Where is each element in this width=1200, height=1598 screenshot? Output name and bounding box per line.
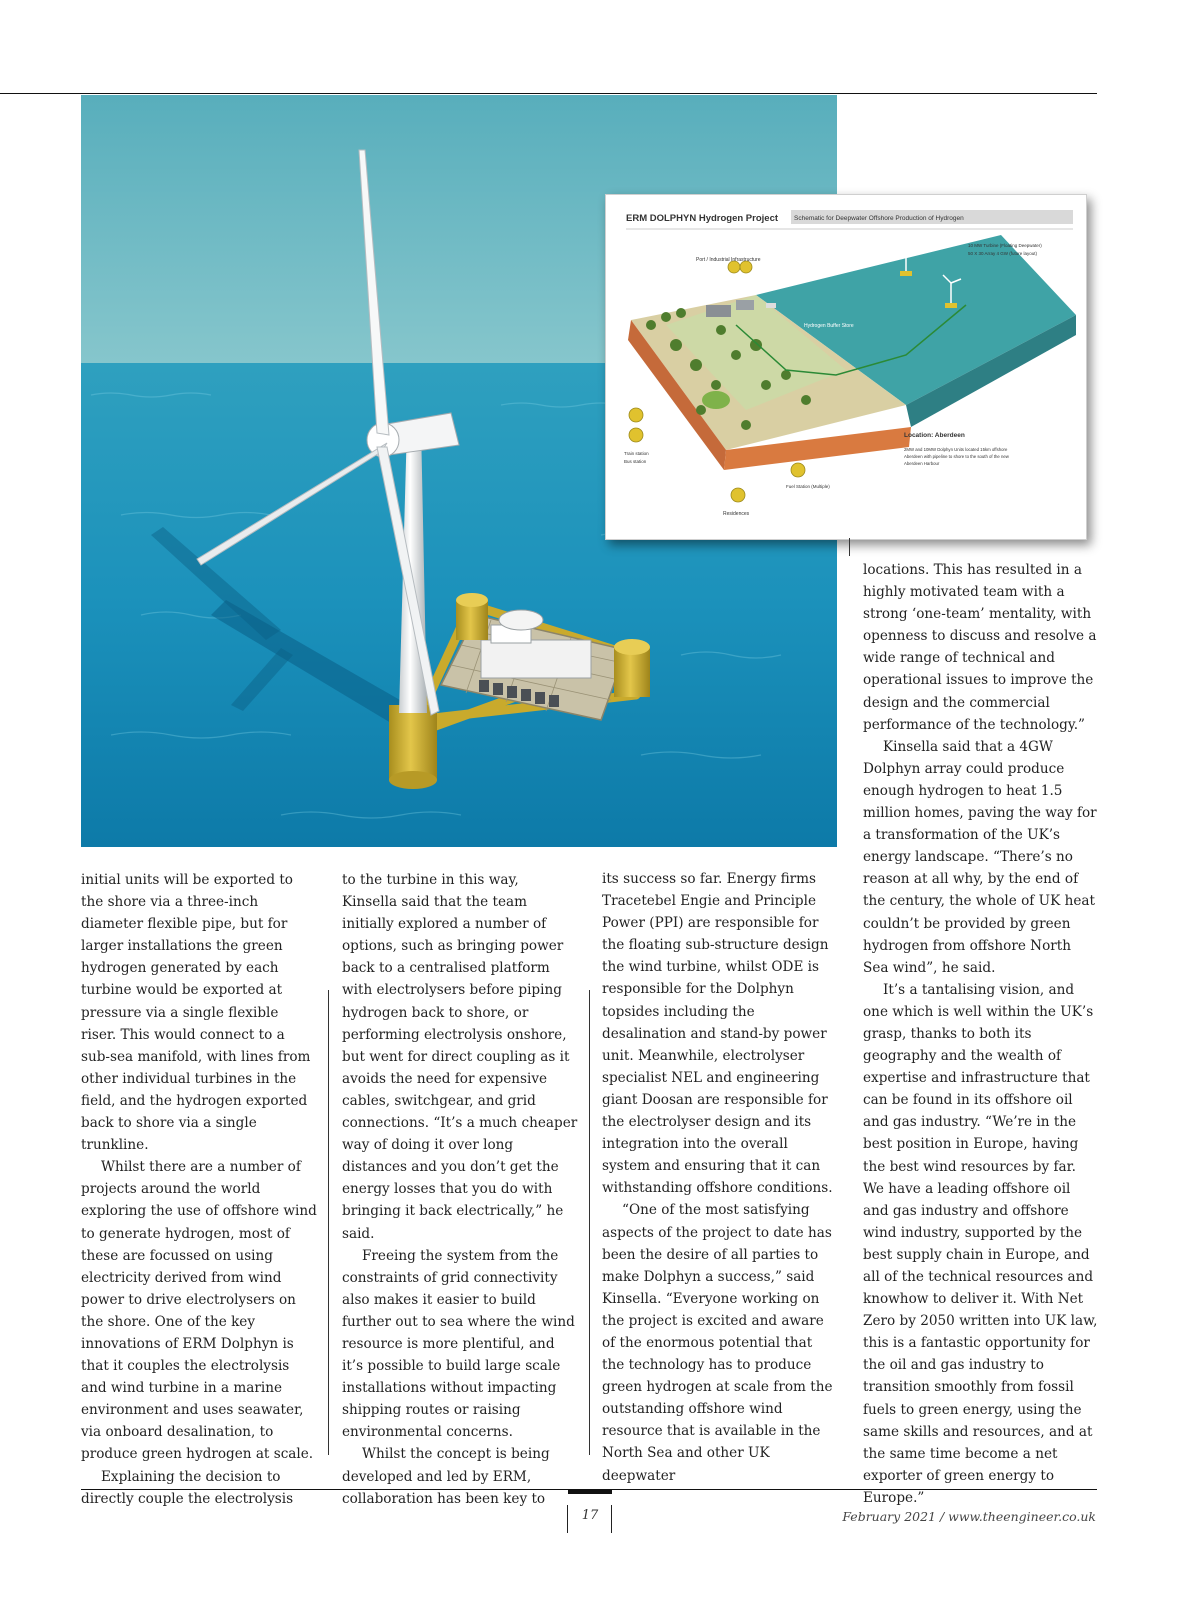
- fuel-label: Fuel Station (Multiple): [786, 484, 830, 489]
- column-rule: [328, 990, 329, 1455]
- train-label: Train station: [624, 451, 649, 456]
- buffer-label: Hydrogen Buffer Store: [804, 323, 854, 329]
- page-number: 17: [581, 1508, 599, 1523]
- location-title: Location: Aberdeen: [904, 432, 965, 439]
- schematic-title: ERM DOLPHYN Hydrogen Project: [626, 213, 779, 224]
- dolphyn-schematic-inset: [605, 194, 1087, 540]
- schematic-subtitle: Schematic for Deepwater Offshore Production of Hydrogen: [794, 215, 964, 222]
- location-line-3: Aberdeen Harbour: [904, 461, 940, 466]
- residences-label: Residences: [723, 511, 750, 517]
- folio-tab: [568, 1490, 612, 1494]
- port-label: Port / Industrial Infrastructure: [696, 257, 761, 263]
- footer-credit: February 2021 / www.theengineer.co.uk: [842, 1509, 1096, 1524]
- paragraph: Freeing the system from the constraints of grid connectivity also makes it easier to build further out to sea where the wind resource is more plentiful, and it’s possible to build large scale installations without impacting shipping routes or raising environmental concerns.: [342, 1247, 575, 1441]
- paragraph: its success so far. Energy firms Tracetebel Engie and Principle Power (PPI) are responsible for the floating sub-structure design the wind turbine, whilst ODE is responsible for the Dolphyn topsides including the desalination and stand-by power unit. Meanwhile, electrolyser specialist NEL and engineering giant Doosan are responsible for the electrolyser design and its integration into the overall system and ensuring that it can withstanding offshore conditions.: [602, 871, 833, 1197]
- paragraph: Whilst there are a number of projects around the world exploring the use of offshore wind to generate hydrogen, most of these are focussed on using electricity derived from wind power to drive electrolysers on the shore. One of the key innovations of ERM Dolphyn is that it couples the electrolysis and wind turbine in a marine environment and uses seawater, via onboard desalination, to produce green hydrogen at scale.: [81, 1159, 317, 1463]
- article-column-4: [863, 559, 1099, 1509]
- paragraph: Kinsella said that a 4GW Dolphyn array could produce enough hydrogen to heat 1.5 million homes, paving the way for a transformation of the UK’s energy landscape. “There’s no reason at all why, by the end of the century, the whole of UK heat couldn’t be provided by green hydrogen from offshore North Sea wind”, he said.: [863, 738, 1097, 976]
- paragraph: initial units will be exported to the shore via a three-inch diameter flexible pipe, but for larger installations the green hydrogen generated by each turbine would be exported at pressure via a single flexible riser. This would connect to a sub-sea manifold, with lines from other individual turbines in the field, and the hydrogen exported back to shore via a single trunkline.: [81, 872, 311, 1154]
- paragraph: Whilst the concept is being developed and led by ERM, collaboration has been key to: [342, 1446, 550, 1507]
- column-rule: [849, 538, 850, 556]
- top-rule: [0, 93, 1097, 94]
- paragraph: locations. This has resulted in a highly motivated team with a strong ‘one-team’ mentality, with openness to discuss and resolve a wide range of technical and operational issues to improve the design and the commercial performance of the technology.”: [863, 562, 1097, 733]
- location-line-1: 2MW and 10MW Dolphyn Units located 15km offshore: [904, 447, 1008, 452]
- turbine-note-2: 50 X 30 Array 4 GW (future layout): [968, 251, 1038, 256]
- article-column-2: [342, 869, 578, 1510]
- bus-label: Bus station: [624, 459, 647, 464]
- article-column-1: [81, 869, 317, 1510]
- paragraph: It’s a tantalising vision, and one which is well within the UK’s grasp, thanks to both its geography and the wealth of expertise and infrastructure that can be found in its offshore oil and gas industry. “We’re in the best position in Europe, having the best wind resources by far. We have a leading offshore oil and gas industry and offshore wind industry, supported by the best supply chain in Europe, and all of the technical resources and knowhow to deliver it. With Net Zero by 2050 written into UK law, this is a fantastic opportunity for the oil and gas industry to transition smoothly from fossil fuels to green energy, using the same skills and resources, and at the same time become a net exporter of green energy to Europe.”: [863, 981, 1098, 1506]
- article-column-3: [602, 868, 838, 1487]
- column-rule: [589, 990, 590, 1455]
- turbine-note-1: 10 MW Turbine (Floating Deepwater): [968, 243, 1042, 248]
- paragraph: Explaining the decision to directly couple the electrolysis: [81, 1468, 294, 1507]
- location-line-2: Aberdeen with pipeline to shore to the south of the new: [904, 454, 1009, 459]
- paragraph: “One of the most satisfying aspects of the project to date has been the desire of all parties to make Dolphyn a success,” said Kinsella. “Everyone working on the project is excited and aware of the enormous potential that the technology has to produce green hydrogen at scale from the outstanding offshore wind resource that is available in the North Sea and other UK deepwater: [602, 1202, 833, 1484]
- paragraph: to the turbine in this way, Kinsella said that the team initially explored a number of options, such as bringing power back to a centralised platform with electrolysers before piping hydrogen back to shore, or performing electrolysis onshore, but went for direct coupling as it avoids the need for expensive cables, switchgear, and grid connections. “It’s a much cheaper way of doing it over long distances and you don’t get the energy losses that you do with bringing it back electrically,” he said.: [342, 872, 578, 1242]
